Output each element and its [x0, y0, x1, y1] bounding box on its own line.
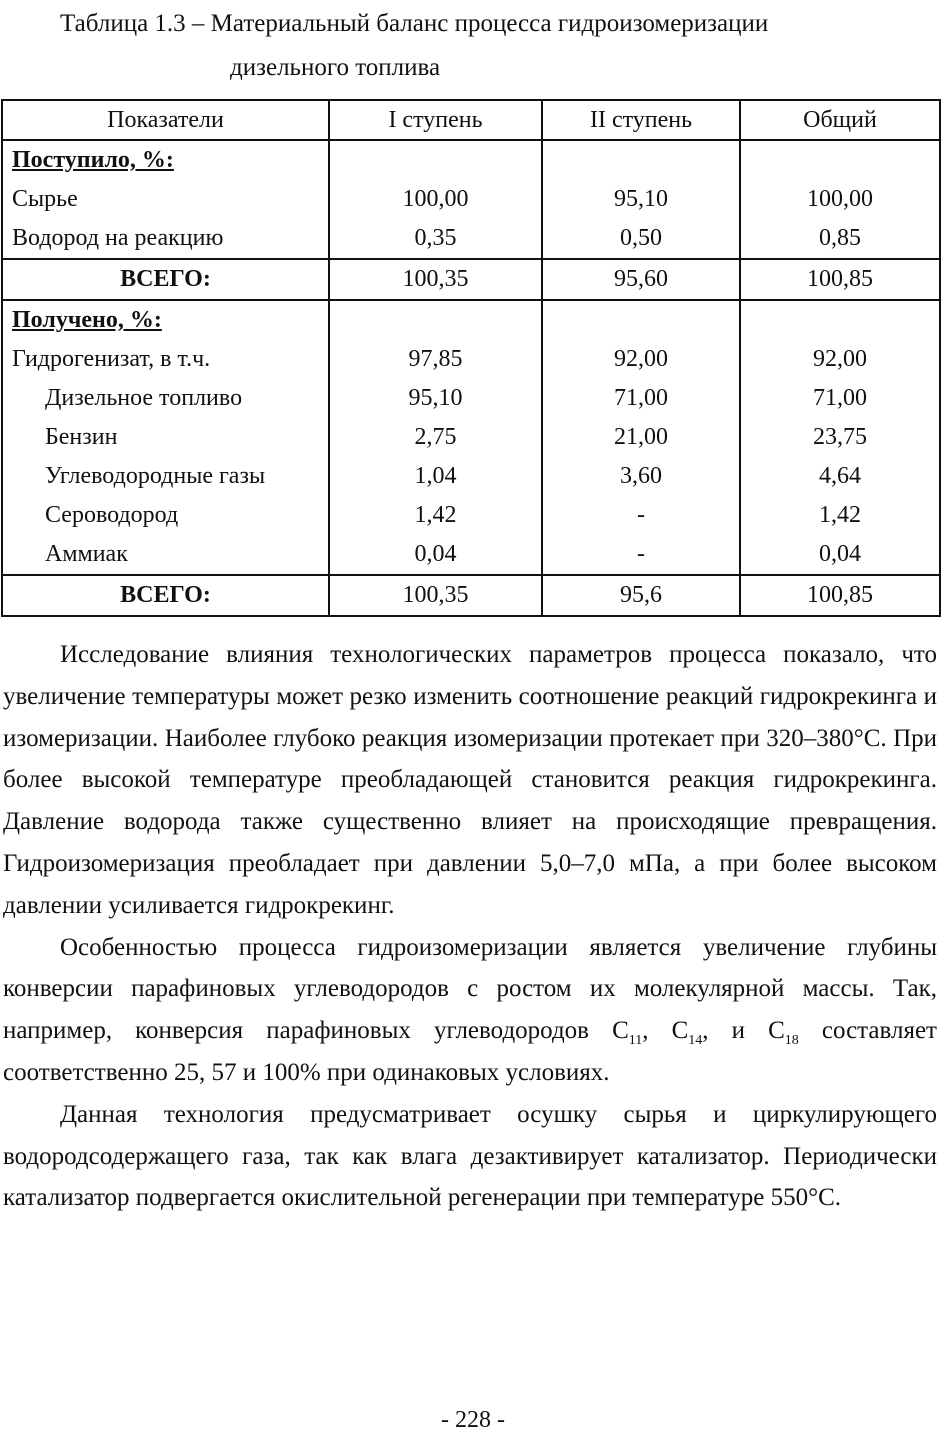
header-stage-2: II ступень — [542, 100, 740, 140]
body-text — [3, 634, 937, 1219]
table-row — [2, 457, 940, 496]
header-stage-1: I ступень — [329, 100, 542, 140]
section-title-obtained: Получено, %: — [2, 300, 329, 340]
cell-value: 95,10 — [542, 180, 740, 219]
cell-value: 0,50 — [542, 219, 740, 259]
total-label: ВСЕГО: — [2, 259, 329, 300]
cell-value: 71,00 — [542, 379, 740, 418]
cell-value: 0,04 — [329, 535, 542, 575]
cell-value: 100,00 — [740, 180, 940, 219]
cell-value: 95,60 — [542, 259, 740, 300]
paragraph-2 — [3, 927, 937, 1094]
cell-value: 3,60 — [542, 457, 740, 496]
row-label: Сероводород — [2, 496, 329, 535]
table-header-row — [2, 100, 940, 140]
cell-value: 0,85 — [740, 219, 940, 259]
row-label: Водород на реакцию — [2, 219, 329, 259]
cell-value: 2,75 — [329, 418, 542, 457]
section-row-received — [2, 140, 940, 180]
total-row-received — [2, 259, 940, 300]
cell-value: 21,00 — [542, 418, 740, 457]
cell-value: 97,85 — [329, 340, 542, 379]
cell-value: 92,00 — [740, 340, 940, 379]
cell-value: - — [542, 496, 740, 535]
header-indicators: Показатели — [2, 100, 329, 140]
cell-value: 71,00 — [740, 379, 940, 418]
material-balance-table — [1, 99, 941, 617]
table-row — [2, 535, 940, 575]
cell-value: 23,75 — [740, 418, 940, 457]
header-total: Общий — [740, 100, 940, 140]
row-label: Бензин — [2, 418, 329, 457]
row-label: Дизельное топливо — [2, 379, 329, 418]
page-number: - 228 - — [441, 1407, 505, 1433]
cell-value: 100,35 — [329, 259, 542, 300]
caption-line-2: дизельного топлива — [230, 54, 441, 81]
cell-value: 100,85 — [740, 575, 940, 616]
paragraph-3: Данная технология предусматривает осушку сырья и циркулирующего водородсодержащего газа, так как влага дезактивирует катализатор. Периодически катализатор подвергается окислительной регенерации при температуре 550°С. — [3, 1100, 937, 1212]
paragraph-1: Исследование влияния технологических параметров процесса показало, что увеличение температуры может резко изменить соотношение реакций гидрокрекинга и изомеризации. Наиболее глубоко реакция изомеризации протекает при 320–380°С. При более высокой температуре преобладающей становится реакция гидрокрекинга. Давление водорода также существенно влияет на происходящие превращения. Гидроизомеризация преобладает при давлении 5,0–7,0 мПа, а при более высоком давлении усиливается гидрокрекинг. — [3, 641, 937, 919]
cell-value: 100,00 — [329, 180, 542, 219]
cell-value: 95,6 — [542, 575, 740, 616]
cell-value: 0,35 — [329, 219, 542, 259]
subscript: 11 — [628, 1033, 643, 1049]
table-row — [2, 379, 940, 418]
section-row-obtained — [2, 300, 940, 340]
paragraph-2-part: Особенностью процесса гидроизомеризации является увеличение глубины конверсии парафиновых углеводородов с ростом их молекулярной массы. Так, например, конверсия парафиновых углеводородов С — [3, 933, 937, 1045]
table-row — [2, 180, 940, 219]
cell-value: 100,85 — [740, 259, 940, 300]
cell-value: 1,42 — [329, 496, 542, 535]
cell-value: 100,35 — [329, 575, 542, 616]
cell-value: 1,04 — [329, 457, 542, 496]
caption-line-1: Таблица 1.3 – Материальный баланс процесса гидроизомеризации — [60, 10, 769, 37]
cell-value: - — [542, 535, 740, 575]
table-row — [2, 418, 940, 457]
row-label: Углеводородные газы — [2, 457, 329, 496]
subscript: 14 — [688, 1033, 703, 1049]
row-label: Сырье — [2, 180, 329, 219]
cell-value: 4,64 — [740, 457, 940, 496]
table-row — [2, 496, 940, 535]
cell-value: 0,04 — [740, 535, 940, 575]
paragraph-2-part: составляет соответственно 25, 57 и 100% при одинаковых условиях. — [3, 1017, 937, 1086]
paragraph-2-part: , и С — [702, 1017, 785, 1045]
total-row-obtained — [2, 575, 940, 616]
cell-value: 92,00 — [542, 340, 740, 379]
cell-value: 95,10 — [329, 379, 542, 418]
subscript: 18 — [784, 1033, 799, 1049]
paragraph-2-part: , С — [642, 1017, 689, 1045]
row-label: Аммиак — [2, 535, 329, 575]
total-label: ВСЕГО: — [2, 575, 329, 616]
section-title-received: Поступило, %: — [2, 140, 329, 180]
row-label: Гидрогенизат, в т.ч. — [2, 340, 329, 379]
table-row — [2, 340, 940, 379]
table-row — [2, 219, 940, 259]
cell-value: 1,42 — [740, 496, 940, 535]
